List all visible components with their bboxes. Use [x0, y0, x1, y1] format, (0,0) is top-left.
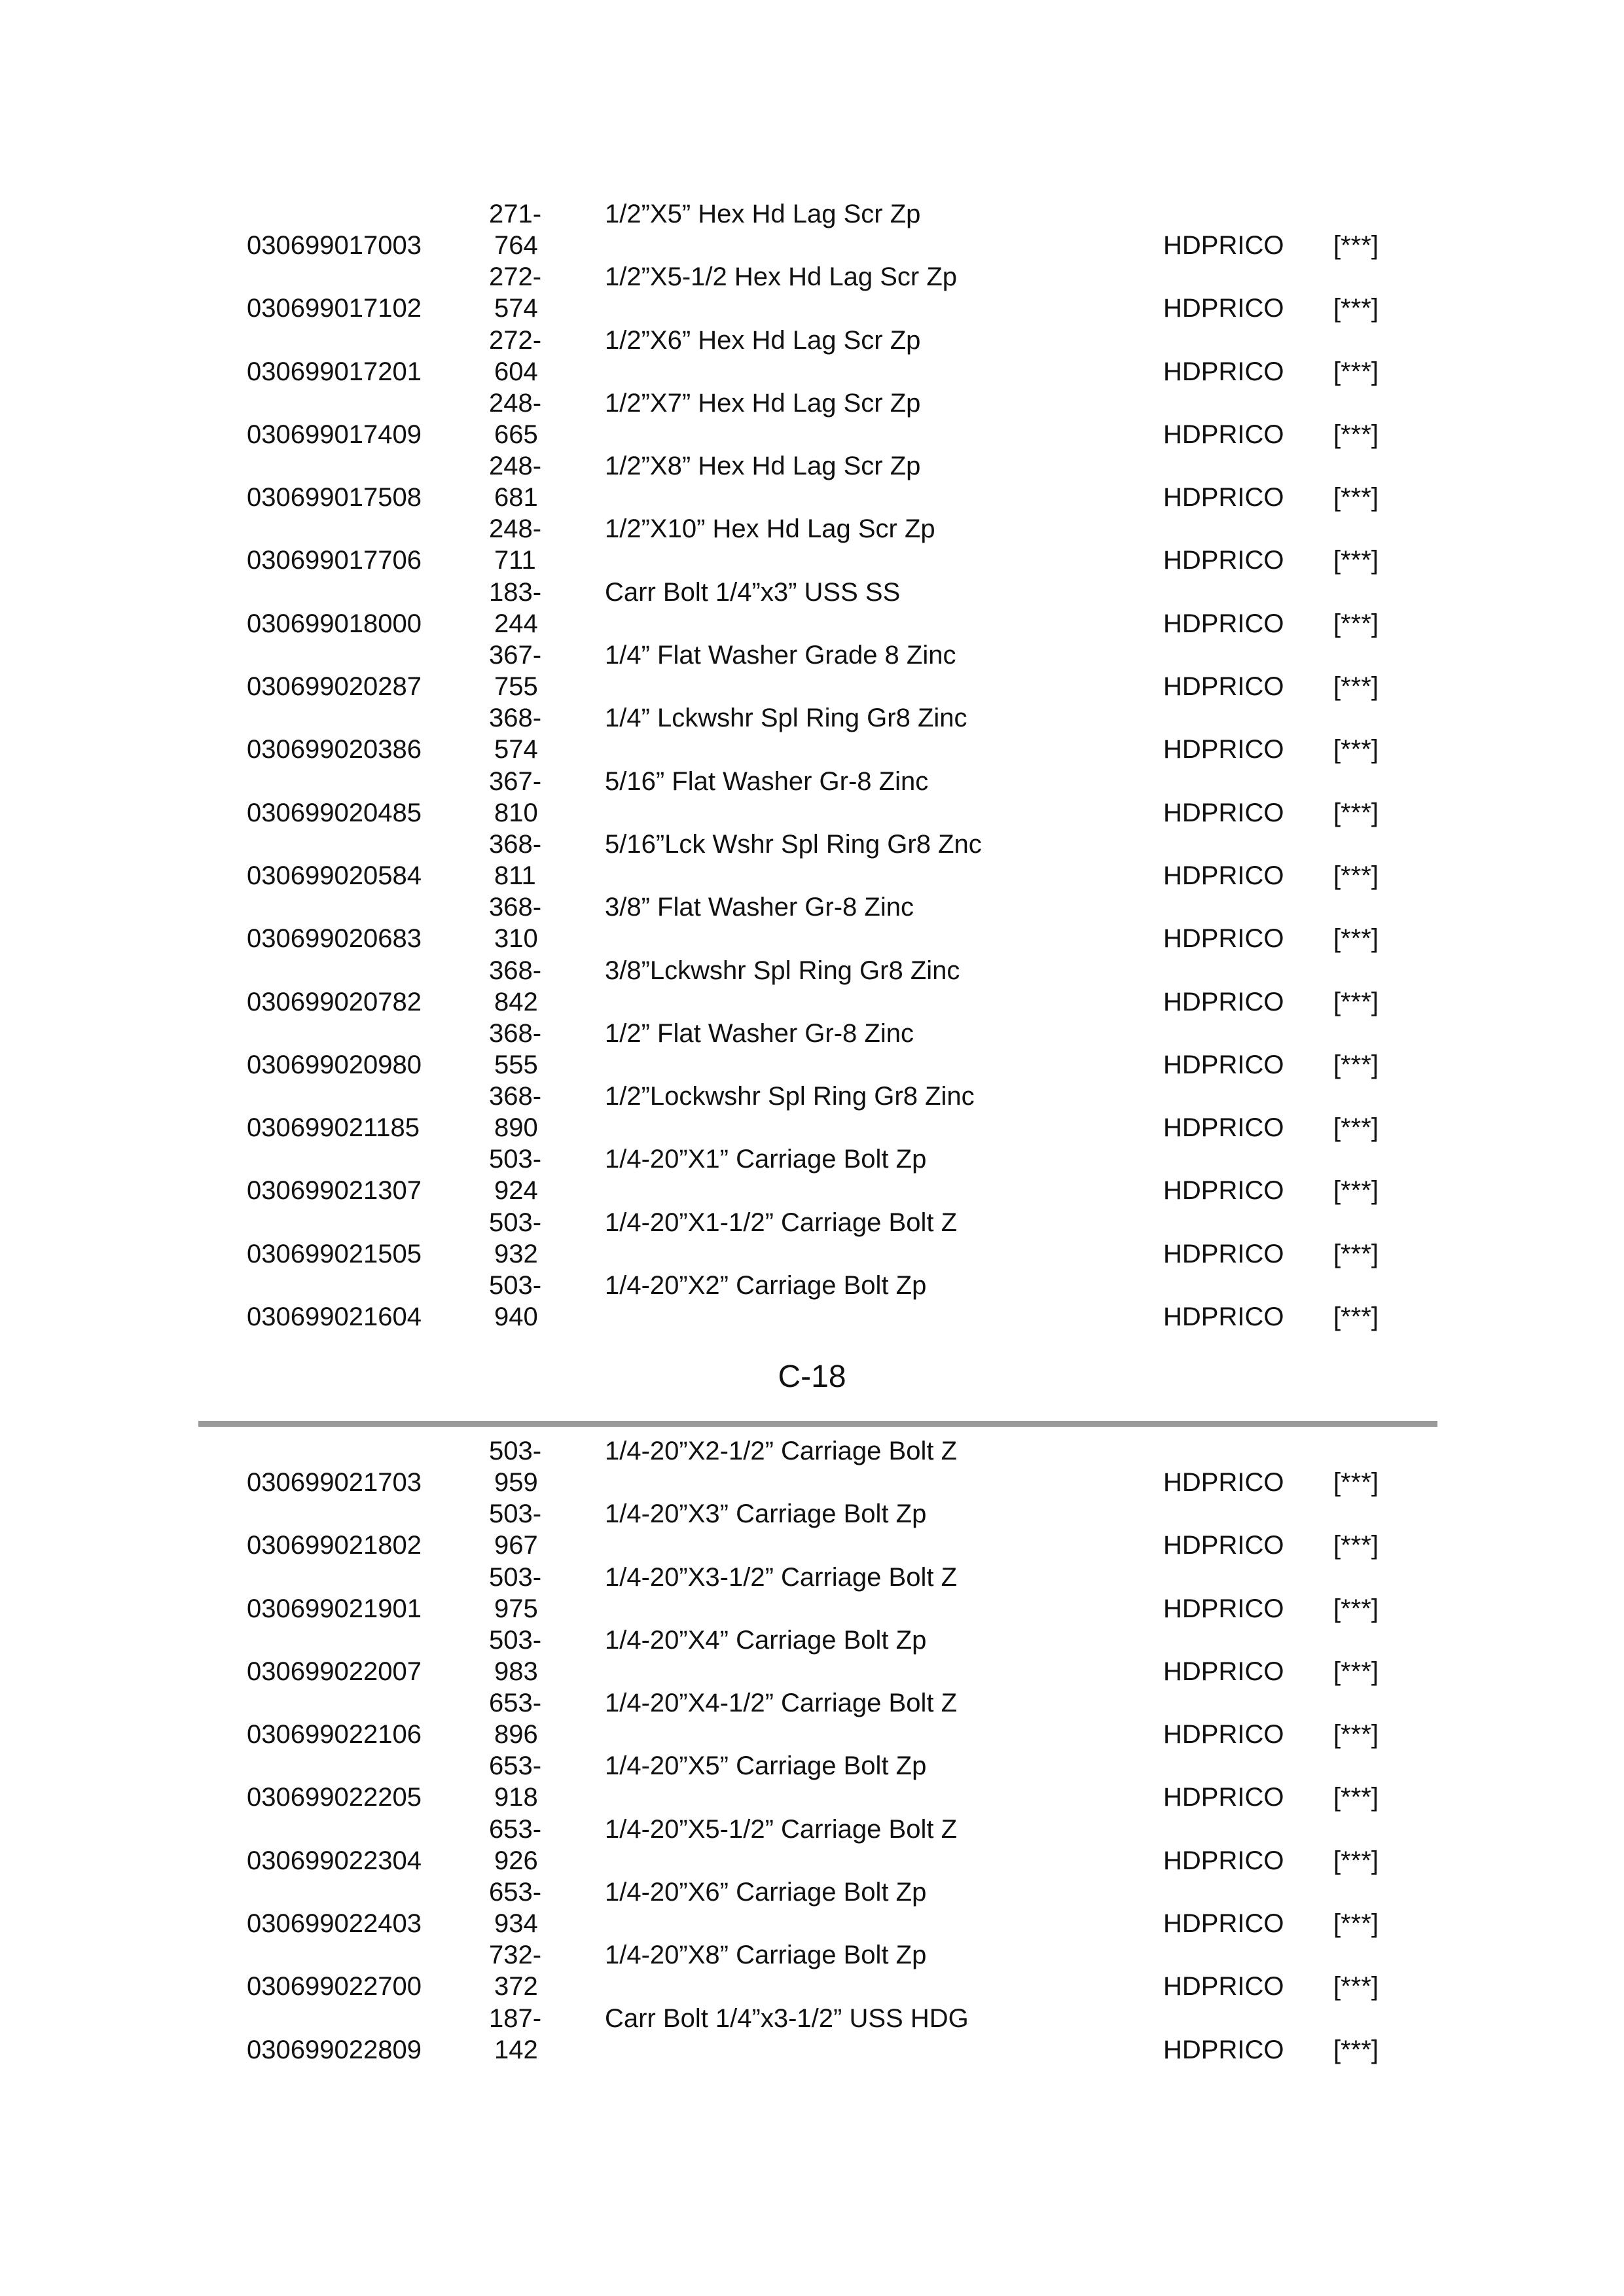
redaction-marker: [***]: [1333, 1302, 1379, 1332]
vendor-code: HDPRICO: [1163, 1909, 1284, 1939]
list-item: [0, 387, 1624, 450]
sku-prefix: 248-: [489, 514, 542, 544]
vendor-code: HDPRICO: [1163, 861, 1284, 890]
sku-prefix: 368-: [489, 829, 542, 859]
vendor-code: HDPRICO: [1163, 1783, 1284, 1812]
sku-prefix: 503-: [489, 1145, 542, 1174]
redaction-marker: [***]: [1333, 672, 1379, 702]
redaction-marker: [***]: [1333, 609, 1379, 638]
sku-suffix: 755: [494, 672, 538, 702]
sku-prefix: 248-: [489, 452, 542, 481]
item-description: 1/4-20”X4-1/2” Carriage Bolt Z: [605, 1689, 958, 1718]
list-item: [0, 1939, 1624, 2002]
sku-prefix: 503-: [489, 1562, 542, 1592]
sku-suffix: 142: [494, 2035, 538, 2064]
item-description: Carr Bolt 1/4”x3” USS SS: [605, 577, 901, 607]
upc-code: 030699022304: [247, 1846, 422, 1875]
vendor-code: HDPRICO: [1163, 294, 1284, 323]
parts-list-top: [0, 198, 1624, 1333]
sku-suffix: 926: [494, 1846, 538, 1875]
vendor-code: HDPRICO: [1163, 609, 1284, 638]
item-description: 1/4” Lckwshr Spl Ring Gr8 Zinc: [605, 704, 967, 733]
upc-code: 030699022809: [247, 2035, 422, 2064]
redaction-marker: [***]: [1333, 1846, 1379, 1875]
item-description: 3/8” Flat Washer Gr-8 Zinc: [605, 893, 914, 922]
sku-prefix: 368-: [489, 1082, 542, 1111]
upc-code: 030699017706: [247, 546, 422, 575]
sku-suffix: 555: [494, 1050, 538, 1079]
list-item: [0, 2003, 1624, 2066]
sku-prefix: 503-: [489, 1271, 542, 1300]
list-item: [0, 261, 1624, 324]
list-item: [0, 577, 1624, 639]
sku-suffix: 574: [494, 294, 538, 323]
item-description: 1/4-20”X3-1/2” Carriage Bolt Z: [605, 1562, 958, 1592]
sku-suffix: 372: [494, 1972, 538, 2001]
upc-code: 030699021185: [247, 1113, 420, 1143]
upc-code: 030699018000: [247, 609, 422, 638]
vendor-code: HDPRICO: [1163, 1239, 1284, 1268]
list-item: [0, 1814, 1624, 1876]
list-item: [0, 1018, 1624, 1081]
list-item: [0, 1562, 1624, 1624]
list-item: [0, 450, 1624, 513]
upc-code: 030699022007: [247, 1657, 422, 1686]
list-item: [0, 766, 1624, 829]
sku-prefix: 503-: [489, 1625, 542, 1655]
sku-suffix: 604: [494, 357, 538, 386]
upc-code: 030699022403: [247, 1909, 422, 1939]
upc-code: 030699021307: [247, 1176, 422, 1206]
list-item: [0, 639, 1624, 702]
sku-suffix: 574: [494, 735, 538, 764]
upc-code: 030699021604: [247, 1302, 422, 1332]
page-divider: [198, 1421, 1437, 1427]
list-item: [0, 513, 1624, 576]
upc-code: 030699020287: [247, 672, 422, 702]
upc-code: 030699020782: [247, 987, 422, 1016]
list-item: [0, 198, 1624, 261]
sku-prefix: 248-: [489, 388, 542, 418]
redaction-marker: [***]: [1333, 2035, 1379, 2064]
sku-suffix: 244: [494, 609, 538, 638]
list-item: [0, 1687, 1624, 1750]
sku-prefix: 367-: [489, 641, 542, 670]
sku-suffix: 918: [494, 1783, 538, 1812]
redaction-marker: [***]: [1333, 861, 1379, 890]
upc-code: 030699022700: [247, 1972, 422, 2001]
list-item: [0, 1207, 1624, 1270]
list-item: [0, 1435, 1624, 1498]
item-description: 5/16”Lck Wshr Spl Ring Gr8 Znc: [605, 829, 982, 859]
vendor-code: HDPRICO: [1163, 1468, 1284, 1497]
sku-prefix: 368-: [489, 704, 542, 733]
upc-code: 030699017508: [247, 483, 422, 512]
sku-suffix: 810: [494, 798, 538, 827]
item-description: 1/4” Flat Washer Grade 8 Zinc: [605, 641, 956, 670]
sku-suffix: 764: [494, 231, 538, 260]
redaction-marker: [***]: [1333, 231, 1379, 260]
sku-suffix: 310: [494, 924, 538, 954]
vendor-code: HDPRICO: [1163, 1050, 1284, 1079]
sku-suffix: 940: [494, 1302, 538, 1332]
sku-suffix: 932: [494, 1239, 538, 1268]
item-description: 1/4-20”X1” Carriage Bolt Zp: [605, 1145, 927, 1174]
upc-code: 030699022205: [247, 1783, 422, 1812]
sku-suffix: 842: [494, 987, 538, 1016]
sku-prefix: 368-: [489, 1018, 542, 1048]
item-description: 1/2”X10” Hex Hd Lag Scr Zp: [605, 514, 935, 544]
item-description: 1/4-20”X5-1/2” Carriage Bolt Z: [605, 1814, 958, 1844]
item-description: 1/2”X5” Hex Hd Lag Scr Zp: [605, 200, 921, 228]
sku-prefix: 503-: [489, 1499, 542, 1529]
sku-suffix: 975: [494, 1594, 538, 1623]
redaction-marker: [***]: [1333, 1972, 1379, 2001]
redaction-marker: [***]: [1333, 1113, 1379, 1143]
vendor-code: HDPRICO: [1163, 798, 1284, 827]
vendor-code: HDPRICO: [1163, 1720, 1284, 1749]
vendor-code: HDPRICO: [1163, 420, 1284, 449]
item-description: 1/4-20”X2-1/2” Carriage Bolt Z: [605, 1437, 958, 1465]
vendor-code: HDPRICO: [1163, 1531, 1284, 1560]
item-description: 1/2”X6” Hex Hd Lag Scr Zp: [605, 325, 921, 355]
list-item: [0, 891, 1624, 954]
sku-prefix: 653-: [489, 1751, 542, 1781]
sku-prefix: 272-: [489, 325, 542, 355]
vendor-code: HDPRICO: [1163, 1176, 1284, 1206]
item-description: 1/4-20”X1-1/2” Carriage Bolt Z: [605, 1208, 958, 1237]
redaction-marker: [***]: [1333, 1783, 1379, 1812]
list-item: [0, 1624, 1624, 1687]
upc-code: 030699022106: [247, 1720, 422, 1749]
redaction-marker: [***]: [1333, 735, 1379, 764]
vendor-code: HDPRICO: [1163, 1302, 1284, 1332]
sku-prefix: 653-: [489, 1689, 542, 1718]
vendor-code: HDPRICO: [1163, 735, 1284, 764]
upc-code: 030699017102: [247, 294, 422, 323]
vendor-code: HDPRICO: [1163, 1594, 1284, 1623]
redaction-marker: [***]: [1333, 1531, 1379, 1560]
sku-suffix: 959: [494, 1468, 538, 1497]
upc-code: 030699020683: [247, 924, 422, 954]
vendor-code: HDPRICO: [1163, 231, 1284, 260]
redaction-marker: [***]: [1333, 924, 1379, 954]
redaction-marker: [***]: [1333, 483, 1379, 512]
upc-code: 030699017409: [247, 420, 422, 449]
list-item: [0, 1876, 1624, 1939]
sku-suffix: 924: [494, 1176, 538, 1206]
sku-suffix: 983: [494, 1657, 538, 1686]
upc-code: 030699020386: [247, 735, 422, 764]
vendor-code: HDPRICO: [1163, 1657, 1284, 1686]
sku-suffix: 967: [494, 1531, 538, 1560]
list-item: [0, 1081, 1624, 1143]
upc-code: 030699021703: [247, 1468, 422, 1497]
redaction-marker: [***]: [1333, 420, 1379, 449]
vendor-code: HDPRICO: [1163, 1113, 1284, 1143]
upc-code: 030699020485: [247, 798, 422, 827]
item-description: 1/4-20”X4” Carriage Bolt Zp: [605, 1625, 927, 1655]
page-number: C-18: [778, 1359, 846, 1394]
sku-prefix: 271-: [489, 200, 542, 228]
sku-prefix: 183-: [489, 577, 542, 607]
sku-prefix: 653-: [489, 1878, 542, 1907]
item-description: 1/2”Lockwshr Spl Ring Gr8 Zinc: [605, 1082, 975, 1111]
upc-code: 030699021505: [247, 1239, 422, 1268]
vendor-code: HDPRICO: [1163, 924, 1284, 954]
sku-prefix: 368-: [489, 956, 542, 985]
list-item: [0, 955, 1624, 1018]
redaction-marker: [***]: [1333, 546, 1379, 575]
sku-prefix: 368-: [489, 893, 542, 922]
redaction-marker: [***]: [1333, 357, 1379, 386]
parts-list-bottom: [0, 1435, 1624, 2066]
sku-suffix: 934: [494, 1909, 538, 1939]
item-description: Carr Bolt 1/4”x3-1/2” USS HDG: [605, 2003, 969, 2033]
sku-suffix: 811: [494, 861, 536, 890]
sku-prefix: 653-: [489, 1814, 542, 1844]
vendor-code: HDPRICO: [1163, 1846, 1284, 1875]
upc-code: 030699020980: [247, 1050, 422, 1079]
item-description: 5/16” Flat Washer Gr-8 Zinc: [605, 766, 929, 796]
list-item: [0, 1270, 1624, 1333]
list-item: [0, 325, 1624, 387]
vendor-code: HDPRICO: [1163, 672, 1284, 702]
item-description: 1/4-20”X5” Carriage Bolt Zp: [605, 1751, 927, 1781]
vendor-code: HDPRICO: [1163, 1972, 1284, 2001]
list-item: [0, 1143, 1624, 1206]
upc-code: 030699020584: [247, 861, 422, 890]
redaction-marker: [***]: [1333, 1909, 1379, 1939]
redaction-marker: [***]: [1333, 1050, 1379, 1079]
item-description: 1/4-20”X2” Carriage Bolt Zp: [605, 1271, 927, 1300]
redaction-marker: [***]: [1333, 798, 1379, 827]
vendor-code: HDPRICO: [1163, 987, 1284, 1016]
upc-code: 030699021802: [247, 1531, 422, 1560]
sku-prefix: 503-: [489, 1208, 542, 1237]
item-description: 1/2”X8” Hex Hd Lag Scr Zp: [605, 452, 921, 481]
vendor-code: HDPRICO: [1163, 357, 1284, 386]
redaction-marker: [***]: [1333, 1720, 1379, 1749]
sku-prefix: 367-: [489, 766, 542, 796]
redaction-marker: [***]: [1333, 1176, 1379, 1206]
sku-suffix: 681: [494, 483, 538, 512]
upc-code: 030699021901: [247, 1594, 422, 1623]
item-description: 1/4-20”X3” Carriage Bolt Zp: [605, 1499, 927, 1529]
vendor-code: HDPRICO: [1163, 2035, 1284, 2064]
list-item: [0, 829, 1624, 891]
sku-suffix: 890: [494, 1113, 538, 1143]
item-description: 1/2” Flat Washer Gr-8 Zinc: [605, 1018, 914, 1048]
sku-prefix: 272-: [489, 262, 542, 292]
redaction-marker: [***]: [1333, 1239, 1379, 1268]
sku-suffix: 711: [494, 546, 536, 575]
vendor-code: HDPRICO: [1163, 546, 1284, 575]
redaction-marker: [***]: [1333, 294, 1379, 323]
sku-prefix: 503-: [489, 1437, 542, 1465]
upc-code: 030699017201: [247, 357, 422, 386]
redaction-marker: [***]: [1333, 987, 1379, 1016]
sku-suffix: 896: [494, 1720, 538, 1749]
sku-suffix: 665: [494, 420, 538, 449]
item-description: 1/2”X5-1/2 Hex Hd Lag Scr Zp: [605, 262, 958, 292]
redaction-marker: [***]: [1333, 1468, 1379, 1497]
item-description: 1/2”X7” Hex Hd Lag Scr Zp: [605, 388, 921, 418]
vendor-code: HDPRICO: [1163, 483, 1284, 512]
list-item: [0, 702, 1624, 765]
list-item: [0, 1750, 1624, 1813]
upc-code: 030699017003: [247, 231, 422, 260]
redaction-marker: [***]: [1333, 1594, 1379, 1623]
sku-prefix: 187-: [489, 2003, 542, 2033]
list-item: [0, 1498, 1624, 1561]
item-description: 1/4-20”X8” Carriage Bolt Zp: [605, 1941, 927, 1970]
sku-prefix: 732-: [489, 1941, 542, 1970]
redaction-marker: [***]: [1333, 1657, 1379, 1686]
item-description: 3/8”Lckwshr Spl Ring Gr8 Zinc: [605, 956, 960, 985]
item-description: 1/4-20”X6” Carriage Bolt Zp: [605, 1878, 927, 1907]
